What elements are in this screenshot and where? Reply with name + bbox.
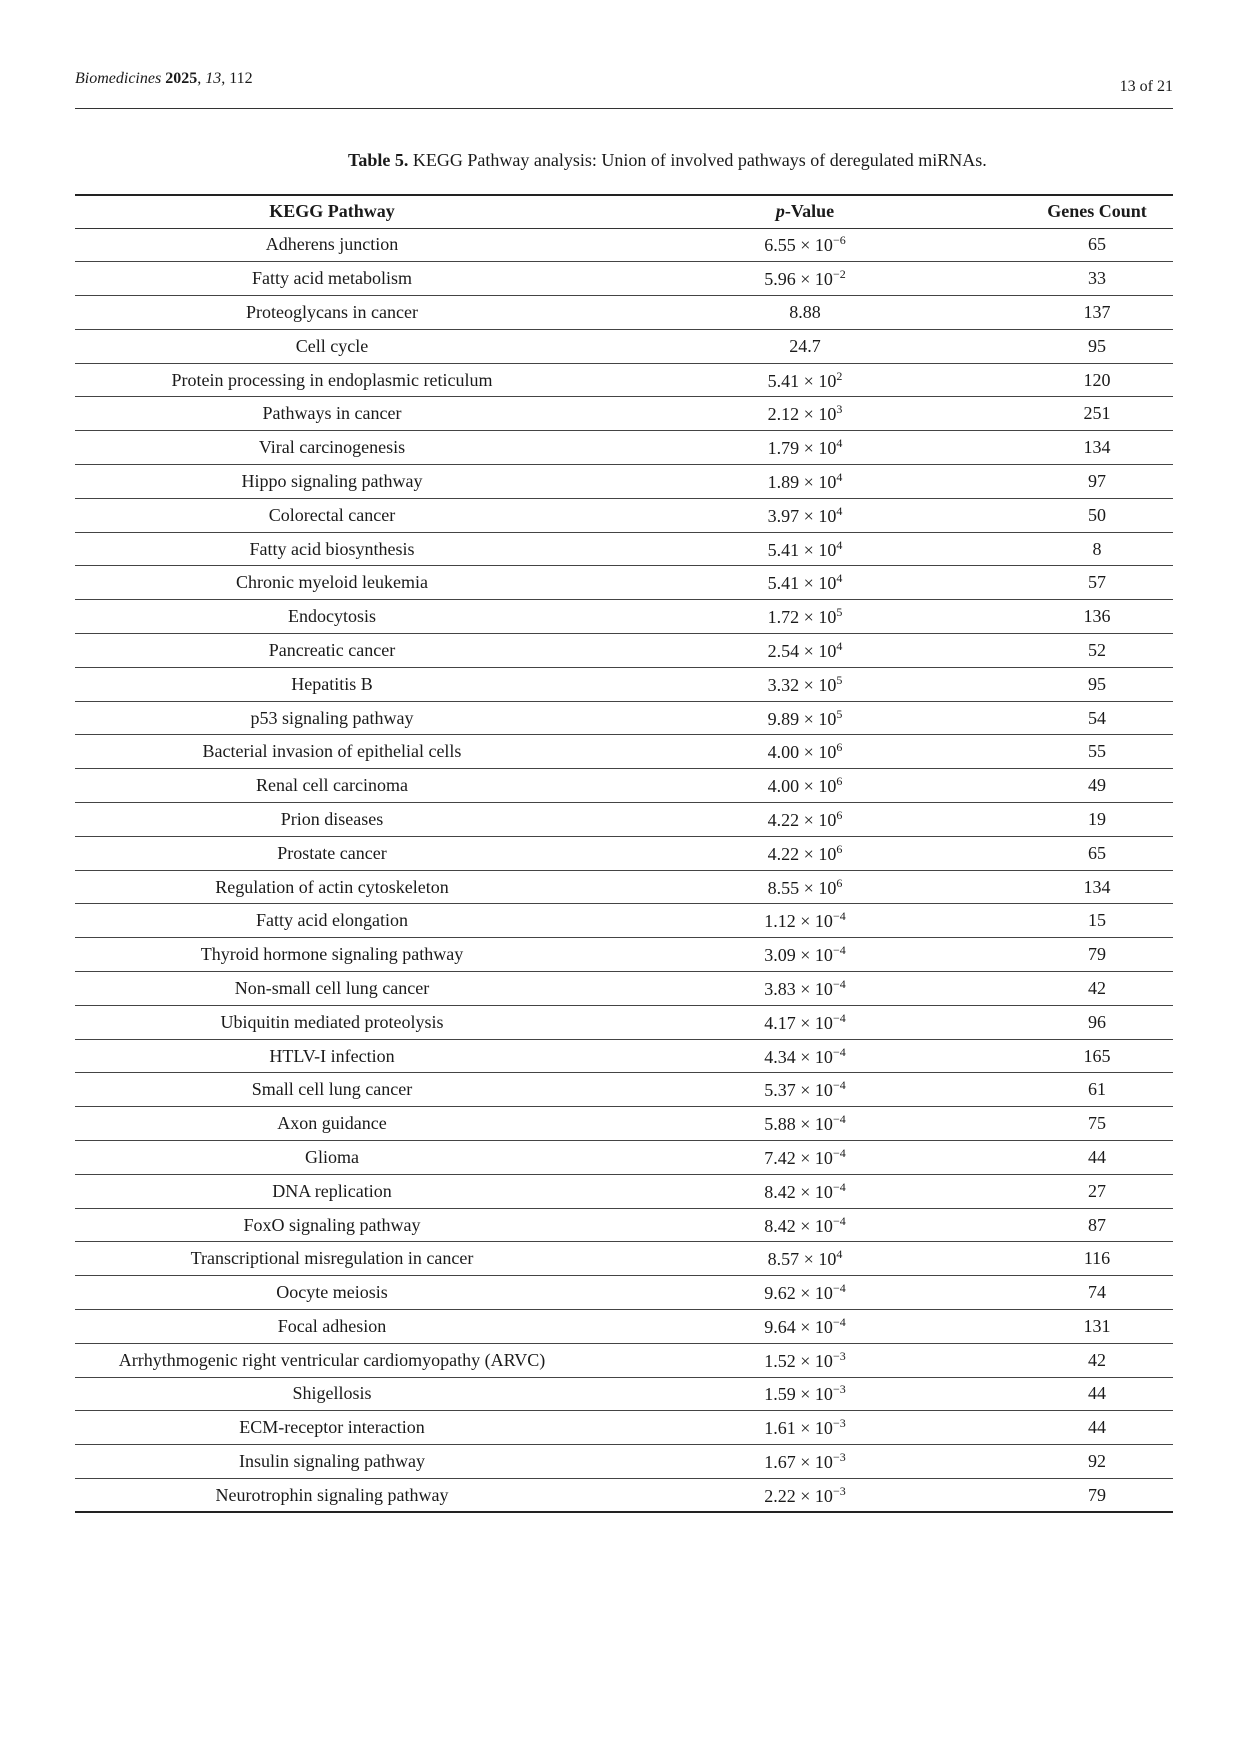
pvalue-mantissa: 1.72: [767, 607, 800, 628]
pvalue-exponent: 6: [836, 740, 843, 755]
table-row: [75, 532, 1173, 566]
pvalue-plain: 24.7: [789, 335, 821, 356]
cell-genes-count: 57: [1021, 566, 1173, 600]
cell-genes-count: 61: [1021, 1073, 1173, 1107]
pvalue-mantissa: 8.42: [764, 1215, 796, 1236]
cell-pvalue: [589, 1411, 1021, 1445]
cell-genes-count: 8: [1021, 532, 1173, 566]
pvalue-exponent: −4: [832, 1179, 846, 1194]
pvalue-base: × 10: [799, 640, 837, 661]
table-row: [75, 1276, 1173, 1310]
pvalue-exponent: 4: [836, 571, 843, 586]
table-caption-text: KEGG Pathway analysis: Union of involved pathways of deregulated miRNAs.: [412, 150, 987, 170]
cell-pathway: Pathways in cancer: [75, 397, 589, 431]
cell-pathway: Focal adhesion: [75, 1310, 589, 1344]
cell-pathway: Prion diseases: [75, 803, 589, 837]
cell-genes-count: 95: [1021, 667, 1173, 701]
pvalue-exponent: 4: [836, 469, 843, 484]
cell-pathway: Oocyte meiosis: [75, 1276, 589, 1310]
table-row: [75, 1478, 1173, 1512]
pvalue-mantissa: 2.54: [767, 640, 800, 661]
cell-pvalue: [589, 1005, 1021, 1039]
table-row: [75, 397, 1173, 431]
cell-pvalue: [589, 1073, 1021, 1107]
pvalue-mantissa: 5.88: [764, 1114, 796, 1135]
pvalue-exponent: −4: [832, 1044, 846, 1059]
pvalue-exponent: 4: [836, 436, 843, 451]
pvalue-base: × 10: [799, 674, 837, 695]
cell-genes-count: 97: [1021, 465, 1173, 499]
pvalue-mantissa: 1.52: [764, 1350, 796, 1371]
table-row: [75, 938, 1173, 972]
pvalue-base: × 10: [795, 1181, 833, 1202]
pvalue-exponent: −4: [832, 1112, 846, 1127]
table-row: [75, 431, 1173, 465]
cell-pvalue: [589, 735, 1021, 769]
cell-pathway: Glioma: [75, 1141, 589, 1175]
table-row: [75, 1039, 1173, 1073]
cell-pathway: Regulation of actin cytoskeleton: [75, 870, 589, 904]
cell-genes-count: 74: [1021, 1276, 1173, 1310]
pvalue-exponent: −4: [832, 909, 846, 924]
cell-pathway: Fatty acid elongation: [75, 904, 589, 938]
pvalue-mantissa: 9.64: [764, 1316, 796, 1337]
cell-pvalue: [589, 465, 1021, 499]
pvalue-exponent: 6: [836, 807, 843, 822]
pvalue-exponent: 6: [836, 774, 843, 789]
cell-pvalue: [589, 1377, 1021, 1411]
pvalue-mantissa: 5.41: [767, 539, 800, 560]
pvalue-mantissa: 4.22: [767, 843, 800, 864]
pvalue-exponent: −4: [832, 1314, 846, 1329]
cell-pathway: Bacterial invasion of epithelial cells: [75, 735, 589, 769]
column-header-pathway: KEGG Pathway: [75, 195, 589, 228]
table-row: [75, 735, 1173, 769]
pvalue-exponent: −3: [832, 1416, 846, 1431]
pvalue-exponent: −4: [832, 976, 846, 991]
cell-genes-count: 92: [1021, 1445, 1173, 1479]
journal-year: 2025: [165, 70, 198, 87]
table-row: [75, 701, 1173, 735]
table-row: [75, 600, 1173, 634]
cell-pvalue: [589, 532, 1021, 566]
cell-pathway: Adherens junction: [75, 228, 589, 262]
cell-pathway: Arrhythmogenic right ventricular cardiomyopathy (ARVC): [75, 1343, 589, 1377]
cell-pathway: Non-small cell lung cancer: [75, 972, 589, 1006]
table-header-row: [75, 195, 1173, 228]
cell-pathway: Renal cell carcinoma: [75, 769, 589, 803]
cell-genes-count: 33: [1021, 262, 1173, 296]
cell-pvalue: [589, 1343, 1021, 1377]
cell-pathway: Chronic myeloid leukemia: [75, 566, 589, 600]
pvalue-base: × 10: [795, 1283, 833, 1304]
cell-pathway: Fatty acid metabolism: [75, 262, 589, 296]
pvalue-exponent: 5: [836, 672, 843, 687]
table-row: [75, 1174, 1173, 1208]
pvalue-exponent: −4: [832, 943, 846, 958]
cell-pathway: Transcriptional misregulation in cancer: [75, 1242, 589, 1276]
cell-genes-count: 116: [1021, 1242, 1173, 1276]
table-row: [75, 363, 1173, 397]
cell-genes-count: 134: [1021, 870, 1173, 904]
cell-genes-count: 95: [1021, 329, 1173, 363]
cell-pathway: Ubiquitin mediated proteolysis: [75, 1005, 589, 1039]
pvalue-base: × 10: [795, 911, 833, 932]
cell-pvalue: [589, 836, 1021, 870]
cell-pvalue: [589, 1276, 1021, 1310]
table-row: [75, 836, 1173, 870]
pvalue-exponent: −3: [832, 1450, 846, 1465]
pvalue-mantissa: 4.22: [767, 809, 800, 830]
pvalue-mantissa: 9.89: [767, 708, 800, 729]
cell-pathway: HTLV-I infection: [75, 1039, 589, 1073]
cell-pathway: Protein processing in endoplasmic reticulum: [75, 363, 589, 397]
cell-pvalue: [589, 1039, 1021, 1073]
page-number: 13 of 21: [1119, 78, 1173, 95]
cell-genes-count: 44: [1021, 1377, 1173, 1411]
cell-genes-count: 50: [1021, 498, 1173, 532]
cell-pathway: DNA replication: [75, 1174, 589, 1208]
cell-pathway: Cell cycle: [75, 329, 589, 363]
pvalue-exponent: 6: [836, 841, 843, 856]
table-row: [75, 1141, 1173, 1175]
table-row: [75, 1242, 1173, 1276]
pvalue-base: × 10: [795, 235, 833, 256]
pvalue-mantissa: 1.89: [767, 471, 800, 492]
pvalue-mantissa: 1.67: [764, 1452, 796, 1473]
pvalue-mantissa: 7.42: [764, 1147, 796, 1168]
cell-pvalue: [589, 431, 1021, 465]
pvalue-exponent: 4: [836, 1247, 843, 1262]
pvalue-mantissa: 1.61: [764, 1418, 796, 1439]
pvalue-base: × 10: [795, 1485, 833, 1506]
pvalue-base: × 10: [795, 1080, 833, 1101]
cell-pathway: Thyroid hormone signaling pathway: [75, 938, 589, 972]
pvalue-mantissa: 4.00: [767, 776, 800, 797]
article-number: 112: [229, 70, 253, 87]
pvalue-mantissa: 9.62: [764, 1283, 796, 1304]
cell-genes-count: 75: [1021, 1107, 1173, 1141]
kegg-pathway-table: [75, 194, 1173, 1513]
pvalue-exponent: 5: [836, 605, 843, 620]
cell-pathway: Viral carcinogenesis: [75, 431, 589, 465]
pvalue-base: × 10: [795, 269, 833, 290]
cell-genes-count: 134: [1021, 431, 1173, 465]
cell-pvalue: [589, 1478, 1021, 1512]
table-row: [75, 1445, 1173, 1479]
cell-genes-count: 44: [1021, 1141, 1173, 1175]
cell-pvalue: [589, 1445, 1021, 1479]
journal-citation: Biomedicines 2025, 13, 112: [75, 70, 253, 87]
cell-pathway: ECM-receptor interaction: [75, 1411, 589, 1445]
pvalue-mantissa: 1.59: [764, 1384, 796, 1405]
cell-genes-count: 42: [1021, 1343, 1173, 1377]
pvalue-exponent: −3: [832, 1483, 846, 1498]
pvalue-mantissa: 5.41: [767, 573, 800, 594]
pvalue-exponent: −3: [832, 1348, 846, 1363]
pvalue-exponent: −4: [832, 1145, 846, 1160]
cell-pathway: Pancreatic cancer: [75, 634, 589, 668]
pvalue-base: × 10: [795, 1147, 833, 1168]
cell-pvalue: [589, 803, 1021, 837]
cell-pvalue: [589, 228, 1021, 262]
cell-pathway: Prostate cancer: [75, 836, 589, 870]
pvalue-exponent: −2: [832, 267, 846, 282]
cell-genes-count: 55: [1021, 735, 1173, 769]
table-row: [75, 904, 1173, 938]
pvalue-mantissa: 4.00: [767, 742, 800, 763]
pvalue-exponent: 5: [836, 706, 843, 721]
pvalue-mantissa: 3.09: [764, 945, 796, 966]
cell-genes-count: 15: [1021, 904, 1173, 938]
table-row: [75, 228, 1173, 262]
pvalue-plain: 8.88: [789, 301, 821, 322]
cell-pathway: Shigellosis: [75, 1377, 589, 1411]
cell-pvalue: [589, 566, 1021, 600]
pvalue-exponent: −4: [832, 1281, 846, 1296]
pvalue-base: × 10: [799, 1249, 837, 1270]
cell-genes-count: 136: [1021, 600, 1173, 634]
cell-pathway: Endocytosis: [75, 600, 589, 634]
journal-volume: 13: [205, 70, 222, 87]
cell-pathway: Colorectal cancer: [75, 498, 589, 532]
cell-pvalue: [589, 498, 1021, 532]
table-row: [75, 262, 1173, 296]
table-row: [75, 1107, 1173, 1141]
pvalue-base: × 10: [795, 1452, 833, 1473]
column-header-pvalue: [589, 195, 1021, 228]
cell-pvalue: [589, 701, 1021, 735]
cell-pvalue: [589, 262, 1021, 296]
cell-pvalue: [589, 769, 1021, 803]
pvalue-exponent: −4: [832, 1213, 846, 1228]
pvalue-mantissa: 2.12: [767, 404, 800, 425]
pvalue-base: × 10: [799, 708, 837, 729]
cell-genes-count: 165: [1021, 1039, 1173, 1073]
pvalue-mantissa: 8.57: [767, 1249, 800, 1270]
pvalue-exponent: 2: [836, 368, 843, 383]
pvalue-exponent: 4: [836, 537, 843, 552]
pvalue-mantissa: 4.17: [764, 1012, 796, 1033]
cell-pvalue: [589, 938, 1021, 972]
cell-genes-count: 44: [1021, 1411, 1173, 1445]
pvalue-exponent: 3: [836, 402, 843, 417]
cell-pvalue: [589, 1242, 1021, 1276]
cell-pvalue: [589, 1141, 1021, 1175]
cell-genes-count: 251: [1021, 397, 1173, 431]
pvalue-mantissa: 3.32: [767, 674, 800, 695]
cell-pvalue: [589, 329, 1021, 363]
pvalue-base: × 10: [795, 978, 833, 999]
cell-pathway: Small cell lung cancer: [75, 1073, 589, 1107]
cell-pvalue: [589, 972, 1021, 1006]
cell-genes-count: 131: [1021, 1310, 1173, 1344]
table-row: [75, 972, 1173, 1006]
table-row: [75, 1343, 1173, 1377]
table-row: [75, 870, 1173, 904]
pvalue-base: × 10: [795, 1418, 833, 1439]
pvalue-mantissa: 5.96: [764, 269, 796, 290]
pvalue-base: × 10: [799, 370, 837, 391]
pvalue-base: × 10: [799, 438, 837, 459]
pvalue-base: × 10: [799, 877, 837, 898]
cell-genes-count: 79: [1021, 938, 1173, 972]
pvalue-base: × 10: [795, 1046, 833, 1067]
cell-genes-count: 65: [1021, 836, 1173, 870]
pvalue-mantissa: 3.97: [767, 505, 800, 526]
cell-pvalue: [589, 363, 1021, 397]
pvalue-mantissa: 1.12: [764, 911, 796, 932]
cell-genes-count: 87: [1021, 1208, 1173, 1242]
pvalue-header-p: p: [775, 201, 785, 222]
table-caption-label: Table 5.: [348, 150, 409, 170]
cell-genes-count: 52: [1021, 634, 1173, 668]
table-row: [75, 329, 1173, 363]
pvalue-base: × 10: [795, 945, 833, 966]
pvalue-mantissa: 5.37: [764, 1080, 796, 1101]
cell-pvalue: [589, 397, 1021, 431]
cell-pvalue: [589, 1107, 1021, 1141]
table-row: [75, 769, 1173, 803]
pvalue-mantissa: 8.55: [767, 877, 800, 898]
pvalue-mantissa: 6.55: [764, 235, 796, 256]
table-row: [75, 634, 1173, 668]
cell-pathway: Fatty acid biosynthesis: [75, 532, 589, 566]
pvalue-exponent: −6: [832, 233, 846, 248]
pvalue-base: × 10: [795, 1384, 833, 1405]
table-row: [75, 566, 1173, 600]
pvalue-mantissa: 3.83: [764, 978, 796, 999]
pvalue-base: × 10: [799, 843, 837, 864]
cell-pvalue: [589, 634, 1021, 668]
table-row: [75, 296, 1173, 330]
pvalue-header-rest: -Value: [784, 201, 835, 222]
pvalue-mantissa: 2.22: [764, 1485, 796, 1506]
cell-genes-count: 79: [1021, 1478, 1173, 1512]
cell-pathway: p53 signaling pathway: [75, 701, 589, 735]
cell-pathway: Neurotrophin signaling pathway: [75, 1478, 589, 1512]
table-row: [75, 1073, 1173, 1107]
cell-pathway: Proteoglycans in cancer: [75, 296, 589, 330]
cell-pathway: Hepatitis B: [75, 667, 589, 701]
table-row: [75, 465, 1173, 499]
table-row: [75, 803, 1173, 837]
cell-pathway: Hippo signaling pathway: [75, 465, 589, 499]
pvalue-base: × 10: [799, 505, 837, 526]
pvalue-base: × 10: [795, 1215, 833, 1236]
cell-pvalue: [589, 904, 1021, 938]
table-row: [75, 1208, 1173, 1242]
cell-genes-count: 137: [1021, 296, 1173, 330]
pvalue-mantissa: 8.42: [764, 1181, 796, 1202]
table-caption: [348, 150, 987, 171]
pvalue-base: × 10: [795, 1350, 833, 1371]
cell-genes-count: 27: [1021, 1174, 1173, 1208]
cell-pathway: Insulin signaling pathway: [75, 1445, 589, 1479]
pvalue-base: × 10: [799, 404, 837, 425]
cell-genes-count: 65: [1021, 228, 1173, 262]
cell-genes-count: 54: [1021, 701, 1173, 735]
cell-pathway: Axon guidance: [75, 1107, 589, 1141]
table-body: [75, 228, 1173, 1512]
table-row: [75, 1005, 1173, 1039]
table-row: [75, 667, 1173, 701]
pvalue-exponent: 4: [836, 503, 843, 518]
cell-pvalue: [589, 1310, 1021, 1344]
pvalue-base: × 10: [799, 573, 837, 594]
cell-pvalue: [589, 600, 1021, 634]
journal-name: Biomedicines: [75, 70, 162, 87]
pvalue-mantissa: 5.41: [767, 370, 800, 391]
cell-pvalue: [589, 870, 1021, 904]
pvalue-base: × 10: [799, 471, 837, 492]
pvalue-base: × 10: [795, 1012, 833, 1033]
cell-pvalue: [589, 667, 1021, 701]
pvalue-exponent: −4: [832, 1078, 846, 1093]
cell-pathway: FoxO signaling pathway: [75, 1208, 589, 1242]
cell-genes-count: 96: [1021, 1005, 1173, 1039]
pvalue-base: × 10: [799, 539, 837, 560]
pvalue-base: × 10: [799, 776, 837, 797]
cell-pvalue: [589, 296, 1021, 330]
pvalue-exponent: −3: [832, 1382, 846, 1397]
pvalue-base: × 10: [799, 607, 837, 628]
cell-pvalue: [589, 1174, 1021, 1208]
cell-genes-count: 49: [1021, 769, 1173, 803]
cell-genes-count: 120: [1021, 363, 1173, 397]
pvalue-mantissa: 1.79: [767, 438, 800, 459]
page-header: [75, 70, 1173, 109]
pvalue-base: × 10: [795, 1114, 833, 1135]
table-row: [75, 1377, 1173, 1411]
pvalue-exponent: 4: [836, 638, 843, 653]
pvalue-exponent: −4: [832, 1010, 846, 1025]
table-row: [75, 1411, 1173, 1445]
table-row: [75, 498, 1173, 532]
pvalue-base: × 10: [799, 742, 837, 763]
pvalue-mantissa: 4.34: [764, 1046, 796, 1067]
pvalue-base: × 10: [799, 809, 837, 830]
table-row: [75, 1310, 1173, 1344]
pvalue-exponent: 6: [836, 875, 843, 890]
column-header-genes-count: Genes Count: [1021, 195, 1173, 228]
pvalue-base: × 10: [795, 1316, 833, 1337]
cell-genes-count: 19: [1021, 803, 1173, 837]
cell-genes-count: 42: [1021, 972, 1173, 1006]
cell-pvalue: [589, 1208, 1021, 1242]
